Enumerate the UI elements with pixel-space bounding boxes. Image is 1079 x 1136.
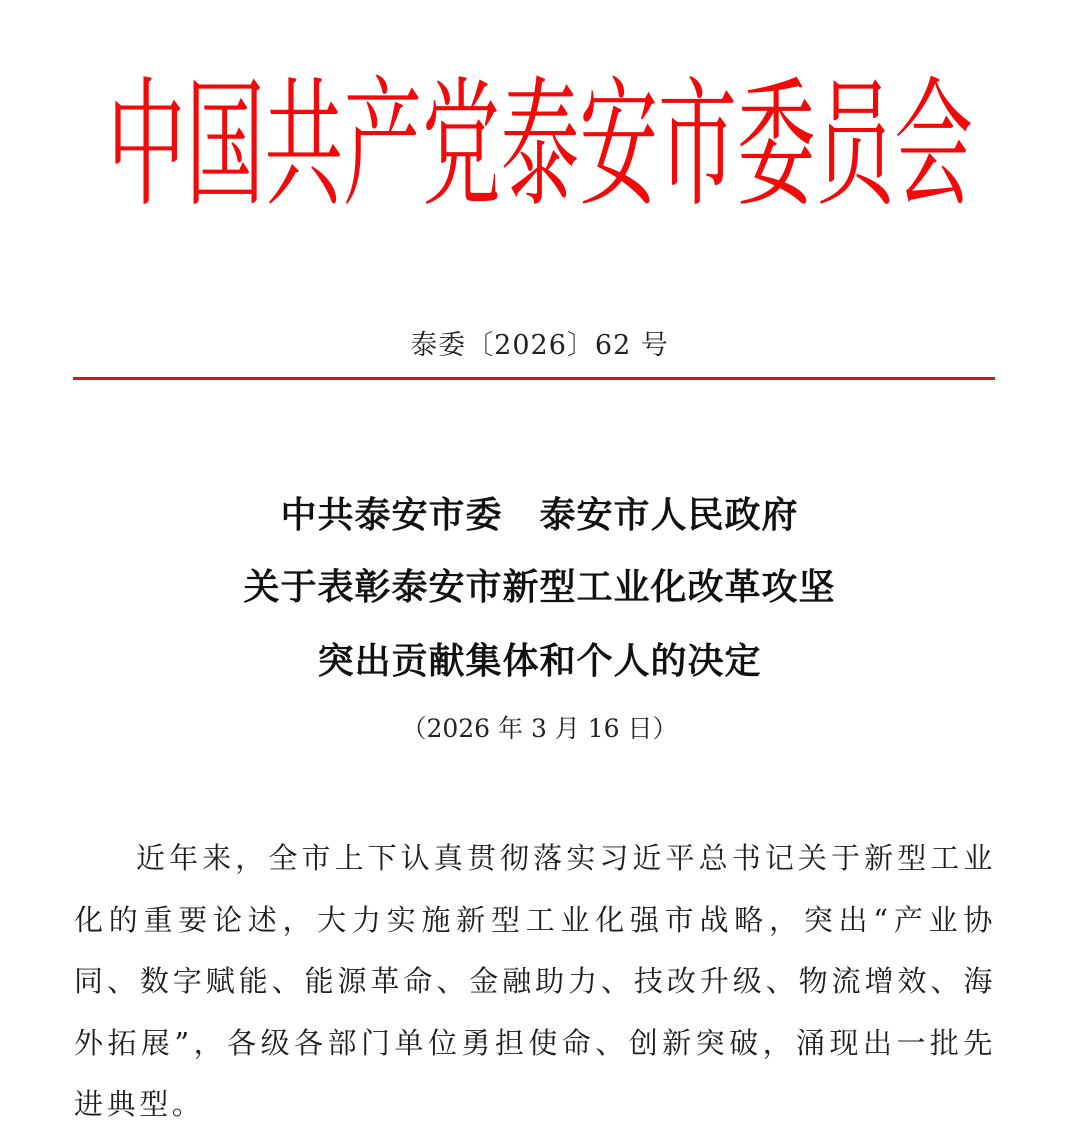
red-divider-line	[73, 377, 995, 380]
document-title-line-3: 突出贡献集体和个人的决定	[317, 641, 762, 682]
body-paragraph: 近年来，全市上下认真贯彻落实习近平总书记关于新型工业化的重要论述，大力实施新型工业化强市战略，突出“产业协同、数字赋能、能源革命、金融助力、技改升级、物流增效、海外拓展”，各级各部门单位勇担使命、创新突破，涌现出一批先进典型。	[74, 841, 996, 1121]
document-number: 泰委〔2026〕62 号	[410, 330, 669, 361]
masthead-title	[0, 63, 1079, 227]
document-title-line-2: 关于表彰泰安市新型工业化改革攻坚	[243, 567, 836, 608]
document-date: （2026 年 3 月 16 日）	[401, 714, 678, 743]
masthead-text: 中国共产党泰安市委员会	[106, 63, 973, 227]
document-title-line-1: 中共泰安市委 泰安市人民政府	[280, 495, 799, 536]
